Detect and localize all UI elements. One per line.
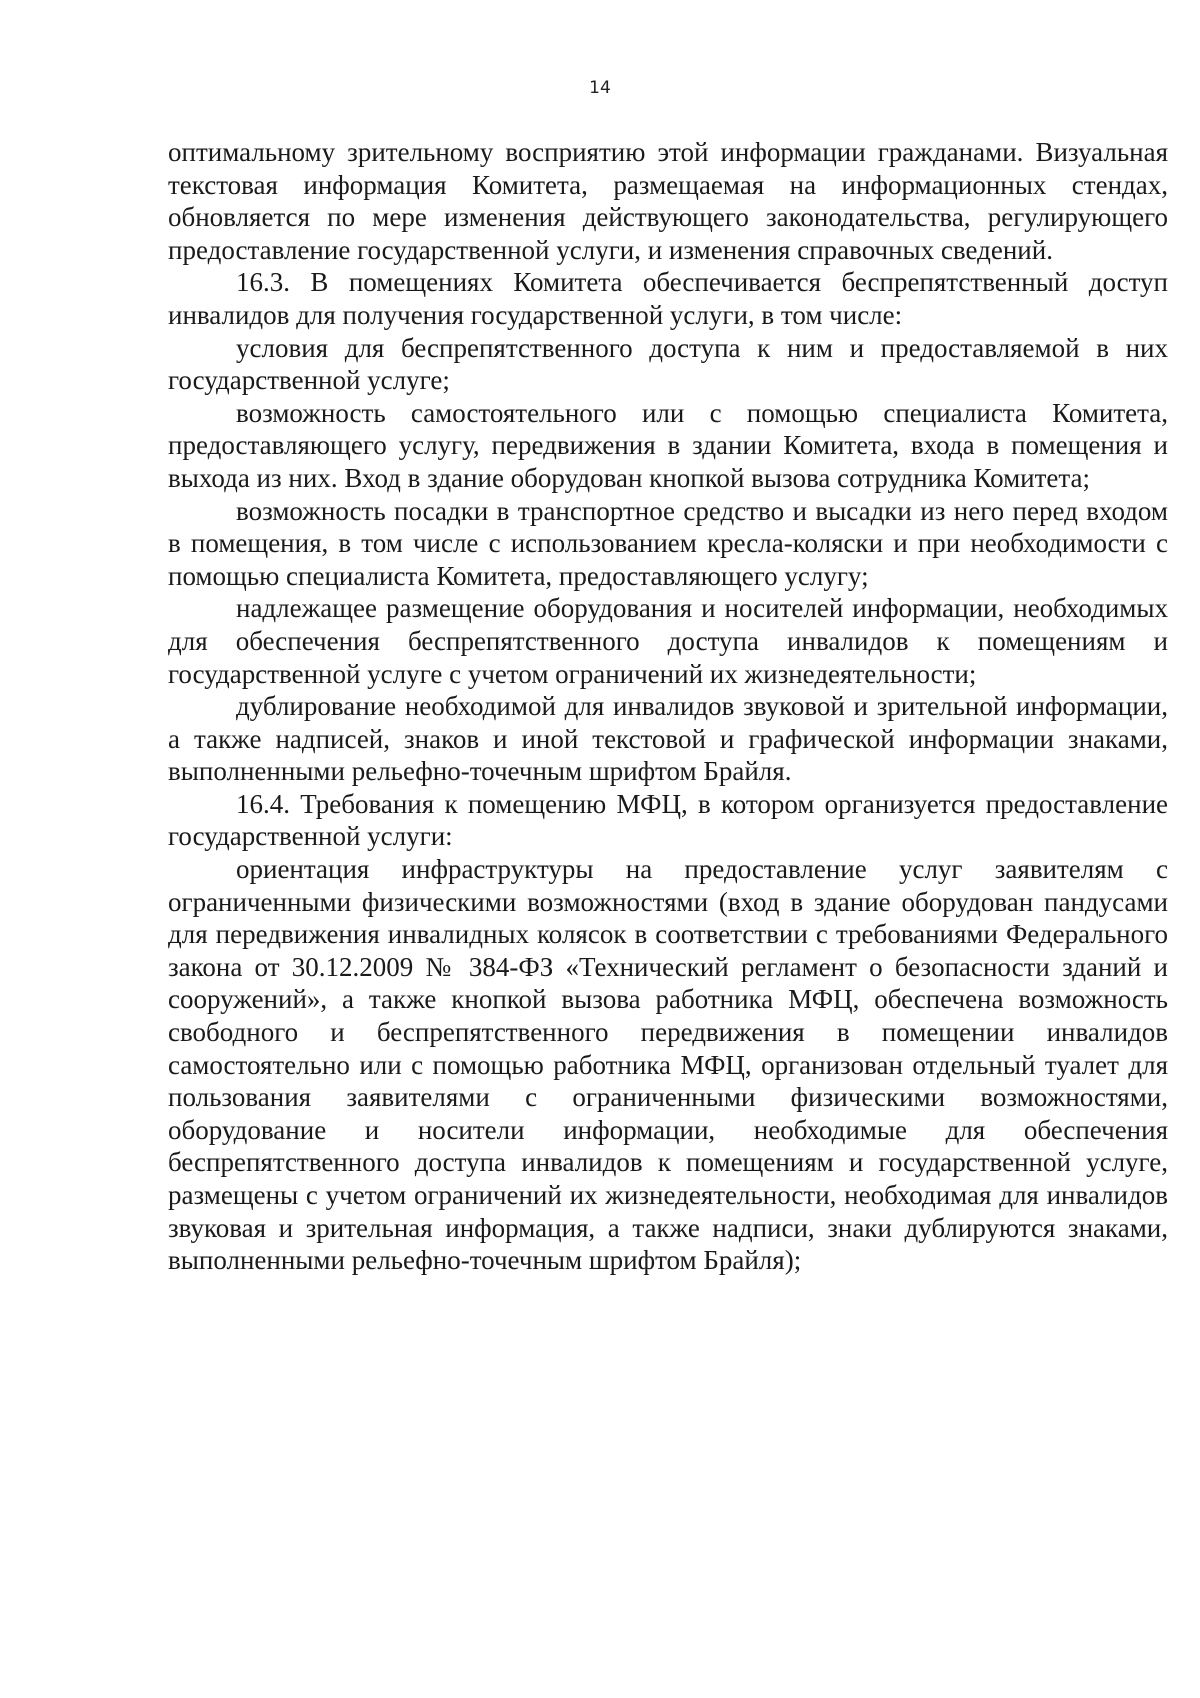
paragraph: возможность самостоятельного или с помощью специалиста Комитета, предоставляющего услугу, передвижения в здании Комитета, входа в помещения и выхода из них. Вход в здание оборудован кнопкой вызова сотрудника Комитета; (168, 397, 1168, 493)
page-number: 14 (589, 78, 611, 98)
paragraph: возможность посадки в транспортное средство и высадки из него перед входом в помещения, в том числе с использованием кресла-коляски и при необходимости с помощью специалиста Комитета, предоставляющего услугу; (168, 495, 1168, 591)
paragraph: 16.3. В помещениях Комитета обеспечивается беспрепятственный доступ инвалидов для получения государственной услуги, в том числе: (168, 267, 1168, 330)
document-body (168, 136, 1168, 1277)
paragraph: условия для беспрепятственного доступа к ним и предоставляемой в них государственной услуге; (168, 332, 1168, 396)
paragraph: надлежащее размещение оборудования и носителей информации, необходимых для обеспечения беспрепятственного доступа инвалидов к помещениям и государственной услуге с учетом ограничений их жизнедеятельности; (168, 593, 1168, 689)
paragraph: оптимальному зрительному восприятию этой информации гражданами. Визуальная текстовая информация Комитета, размещаемая на информационных стендах, обновляется по мере изменения действующего законодательства, регулирующего предоставление государственной услуги, и изменения справочных сведений. (168, 137, 1168, 265)
paragraph: ориентация инфраструктуры на предоставление услуг заявителям с ограниченными физическими возможностями (вход в здание оборудован пандусами для передвижения инвалидных колясок в соответствии с требованиями Федерального закона от 30.12.2009 № 384-ФЗ «Технический регламент о безопасности зданий и сооружений», а также кнопкой вызова работника МФЦ, обеспечена возможность свободного и беспрепятственного передвижения в помещении инвалидов самостоятельно или с помощью работника МФЦ, организован отдельный туалет для пользования заявителями с ограниченными физическими возможностями, оборудование и носители информации, необходимые для обеспечения беспрепятственного доступа инвалидов к помещениям и государственной услуге, размещены с учетом ограничений их жизнедеятельности, необходимая для инвалидов звуковая и зрительная информация, а также надписи, знаки дублируются знаками, выполненными рельефно-точечным шрифтом Брайля); (168, 854, 1168, 1276)
paragraph: дублирование необходимой для инвалидов звуковой и зрительной информации, а также надписей, знаков и иной текстовой и графической информации знаками, выполненными рельефно-точечным шрифтом Брайля. (168, 691, 1168, 787)
paragraph: 16.4. Требования к помещению МФЦ, в котором организуется предоставление государственной услуги: (168, 788, 1168, 852)
